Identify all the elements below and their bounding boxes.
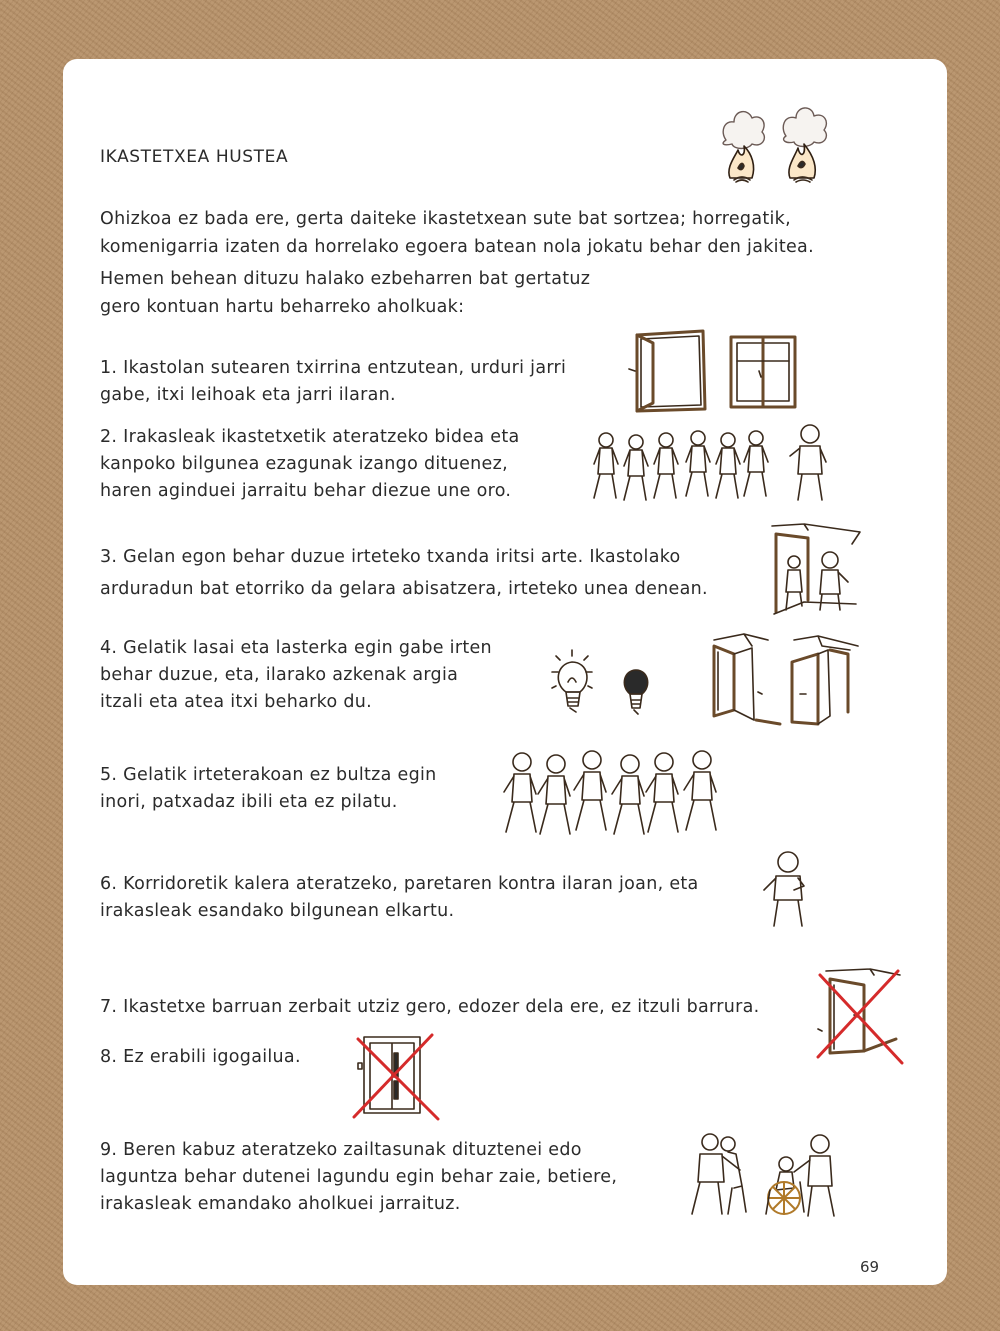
- list-item: [100, 762, 437, 816]
- open-doors-icon: [698, 632, 868, 732]
- item-line: behar duzue, eta, ilarako azkenak argia: [100, 665, 459, 685]
- list-item: [100, 355, 566, 409]
- crossed-out-door-icon: [810, 965, 910, 1065]
- single-person-icon: [760, 850, 820, 930]
- crossed-out-elevator-icon: [350, 1033, 442, 1123]
- item-line: 9. Beren kabuz ateratzeko zailtasunak dituztenei edo: [100, 1140, 582, 1160]
- item-line: gabe, itxi leihoak eta jarri ilaran.: [100, 385, 396, 405]
- item-line: 7. Ikastetxe barruan zerbait utziz gero, edozer dela ere, ez itzuli barrura.: [100, 997, 760, 1017]
- item-line: irakasleak esandako bilgunean elkartu.: [100, 901, 455, 921]
- open-window-icon: [625, 327, 710, 415]
- page-title: IKASTETXEA HUSTEA: [100, 147, 289, 167]
- intro-line: gero kontuan hartu beharreko aholkuak:: [100, 297, 465, 317]
- list-item: [100, 541, 708, 605]
- helping-person-icon: [688, 1130, 750, 1220]
- list-item: [100, 994, 760, 1021]
- closed-window-icon: [725, 333, 800, 411]
- light-bulb-on-icon: [548, 648, 606, 718]
- item-line: laguntza behar dutenei lagundu egin behar zaie, betiere,: [100, 1167, 618, 1187]
- item-line: 8. Ez erabili igogailua.: [100, 1047, 301, 1067]
- list-item: [100, 424, 520, 505]
- list-item: [100, 1044, 301, 1071]
- item-line: 6. Korridoretik kalera ateratzeko, paretaren kontra ilaran joan, eta: [100, 874, 699, 894]
- item-line: 1. Ikastolan sutearen txirrina entzutean, urduri jarri: [100, 358, 567, 378]
- item-line: 5. Gelatik irteterakoan ez bultza egin: [100, 765, 437, 785]
- page-number: 69: [860, 1258, 880, 1276]
- item-line: kanpoko bilgunea ezagunak izango dituenez,: [100, 454, 508, 474]
- item-line: inori, patxadaz ibili eta ez pilatu.: [100, 792, 398, 812]
- intro-line: Hemen behean dituzu halako ezbeharren bat gertatuz: [100, 269, 591, 289]
- light-bulb-off-icon: [620, 664, 656, 722]
- list-item: [100, 871, 699, 925]
- list-item: [100, 1137, 617, 1218]
- item-line: 4. Gelatik lasai eta lasterka egin gabe irten: [100, 638, 492, 658]
- list-item: [100, 635, 492, 716]
- walking-people-icon: [500, 748, 735, 840]
- wheelchair-assist-icon: [764, 1132, 844, 1220]
- item-line: itzali eta atea itxi beharko du.: [100, 692, 373, 712]
- item-line: arduradun bat etorriko da gelara abisatzera, irteteko unea denean.: [100, 579, 708, 599]
- item-line: haren aginduei jarraitu behar diezue une oro.: [100, 481, 512, 501]
- door-with-people-icon: [764, 520, 862, 620]
- people-in-line-icon: [588, 426, 843, 504]
- item-line: 2. Irakasleak ikastetxetik ateratzeko bidea eta: [100, 427, 520, 447]
- intro-line: komenigarria izaten da horrelako egoera batean nola jokatu behar den jakitea.: [100, 237, 814, 257]
- item-line: irakasleak emandako aholkuei jarraituz.: [100, 1194, 461, 1214]
- intro-line: Ohizkoa ez bada ere, gerta daiteke ikastetxean sute bat sortzea; horregatik,: [100, 209, 791, 229]
- fire-icon: [718, 100, 833, 185]
- item-line: 3. Gelan egon behar duzue irteteko txanda iritsi arte. Ikastolako: [100, 547, 681, 567]
